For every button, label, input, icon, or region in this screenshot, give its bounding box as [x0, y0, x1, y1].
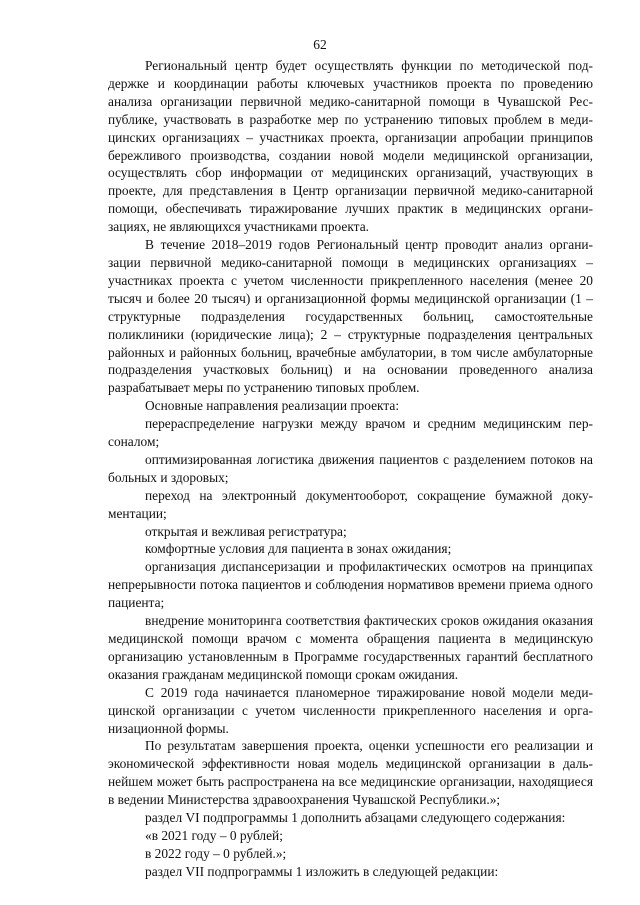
list-item-workload-redistribution: перераспределение нагрузки между врачом и средним медицинским персоналом;: [108, 416, 593, 450]
paragraph-replication-2019: С 2019 года начинается планомерное тиражирование новой модели медицинской организации с учетом численности прикрепленного населения и организационной формы.: [108, 684, 593, 736]
page-number: 62: [313, 37, 327, 52]
paragraph-analysis-2018-2019: В течение 2018–2019 годов Региональный центр проводит анализ организации первичной медико-санитарной помощи в медицинских организациях – участниках проекта с учетом численности прикрепленного населения (менее 20 тысяч и более 20 тысяч) и организационной формы медицинской организации (1 – структурные подразделения государственных больниц, самостоятельные поликлиники (юридические лица); 2 – структурные подразделения центральных районных и районных больниц, врачебные амбулатории, в том числе амбулаторные подразделения участковых больниц) и на основании проведенного анализа разрабатывает меры по устранению типовых проблем.: [108, 237, 593, 396]
list-item-patient-logistics: оптимизированная логистика движения пациентов с разделением потоков на больных и здоровых;: [108, 451, 593, 485]
list-item-dispensary-organization: организация диспансеризации и профилактических осмотров на принципах непрерывности потока пациентов и соблюдения нормативов времени приема одного пациента;: [108, 559, 593, 611]
paragraph-section-vi-amendment: раздел VI подпрограммы 1 дополнить абзацами следующего содержания:: [145, 810, 566, 826]
list-item-comfortable-waiting: комфортные условия для пациента в зонах ожидания;: [145, 541, 452, 557]
paragraph-regional-center-functions: Региональный центр будет осуществлять функции по методической поддержке и координации работы ключевых участников проекта по проведению анализа организации первичной медико-санитарной помощи в Чувашской Республике, участвовать в разработке мер по устранению типовых проблем в медицинских организациях – участниках проекта, организации апробации принципов бережливого производства, создании новой модели медицинской организации, осуществлять сбор информации от медицинских организаций, участвующих в проекте, для представления в Центр организации первичной медико-санитарной помощи, обеспечивать тиражирование лучших практик в медицинских организациях, не являющихся участниками проекта.: [108, 58, 593, 235]
paragraph-project-results: По результатам завершения проекта, оценки успешности его реализации и экономической эффективности новая модель медицинской организации в дальнейшем может быть распространена на все медицинские организации, находящиеся в ведении Министерства здравоохранения Чувашской Республики.»;: [108, 738, 593, 808]
list-item-waiting-monitoring: внедрение мониторинга соответствия фактических сроков ожидания оказания медицинской помощи врачом с момента обращения пациента в медицинскую организацию установленным в Программе государственных гарантий бесплатного оказания гражданам медицинской помощи срокам ожидания.: [108, 613, 593, 682]
paragraph-main-directions-heading: Основные направления реализации проекта:: [145, 398, 400, 414]
list-item-electronic-documents: переход на электронный документооборот, сокращение бумажной документации;: [108, 487, 593, 521]
paragraph-2021-amount: «в 2021 году – 0 рублей;: [145, 827, 283, 843]
paragraph-2022-amount: в 2022 году – 0 рублей.»;: [145, 845, 287, 861]
paragraph-section-vii-amendment: раздел VII подпрограммы 1 изложить в следующей редакции:: [145, 863, 499, 879]
list-item-open-registry: открытая и вежливая регистратура;: [145, 523, 347, 539]
document-body: [108, 57, 593, 881]
